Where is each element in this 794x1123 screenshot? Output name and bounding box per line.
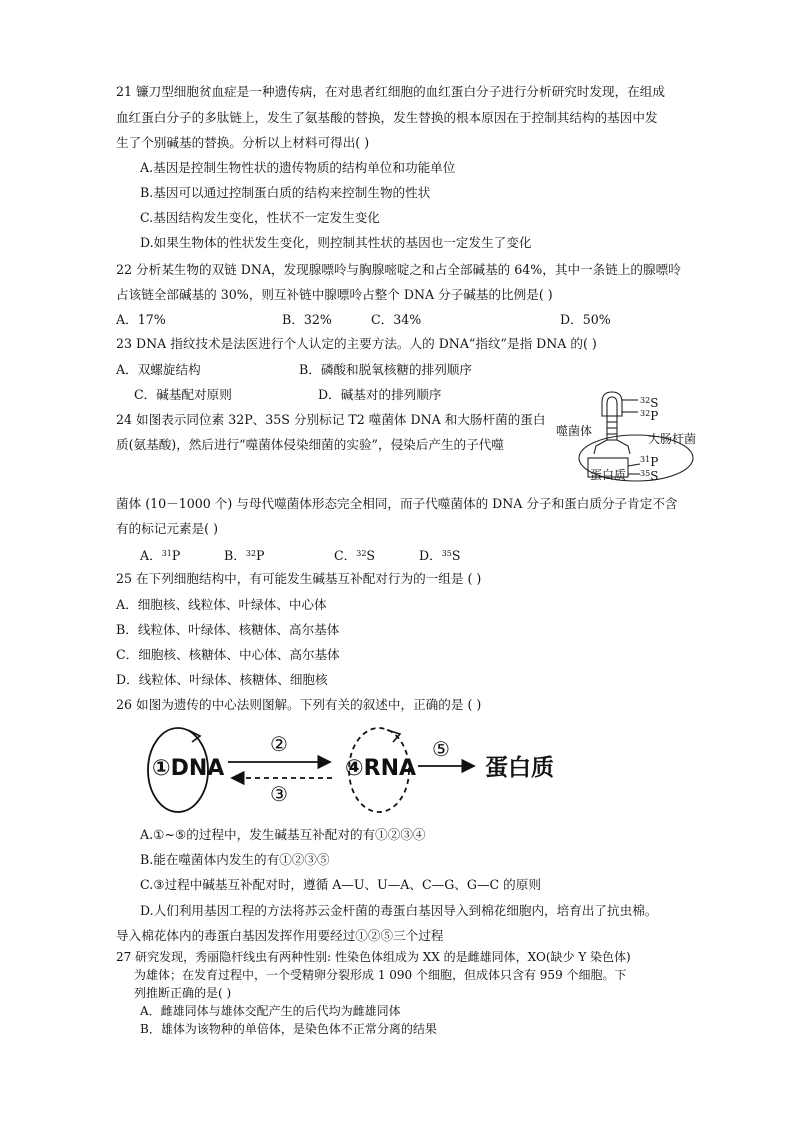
arrow-3-label: ③ xyxy=(270,782,288,806)
q21-option-d: D.如果生物体的性状发生变化，则控制其性状的基因也一定发生了变化 xyxy=(140,235,532,250)
dna-label: ①DNA xyxy=(152,756,225,781)
q24-stem-line-3: 菌体 (10－1000 个) 与母代噬菌体形态完全相同，而子代噬菌体的 DNA 分子和蛋白质分子肯定不含 xyxy=(116,496,678,511)
q26-option-a: A.①~⑤的过程中，发生碱基互补配对的有①②③④ xyxy=(140,827,426,842)
q27-stem-line-3: 列推断正确的是( ) xyxy=(134,986,232,1000)
q24-stem-line-2: 质(氨基酸)，然后进行“噬菌体侵染细菌的实验”，侵染后产生的子代噬 xyxy=(116,437,504,452)
bacterium-label: 大肠杆菌 xyxy=(648,432,697,446)
q22-stem-line-2: 占该链全部碱基的 30%，则互补链中腺嘌呤占整个 DNA 分子碱基的比例是( ) xyxy=(116,287,553,302)
q27-option-b: B．雄体为该物种的单倍体，是染色体不正常分离的结果 xyxy=(140,1022,437,1036)
q26-stem: 26 如图为遗传的中心法则图解。下列有关的叙述中，正确的是 ( ) xyxy=(116,697,482,712)
q24-stem-line-1: 24 如图表示同位素 32P、35S 分别标记 T2 噬菌体 DNA 和大肠杆菌的蛋白 xyxy=(116,412,546,427)
q27-stem-line-1: 27 研究发现，秀丽隐杆线虫有两种性别: 性染色体组成为 XX 的是雌雄同体，XO(缺少 Y 染色体) xyxy=(116,950,631,964)
protein-label: 蛋白质 xyxy=(485,755,554,781)
q25-option-b: B．线粒体、叶绿体、核糖体、高尔基体 xyxy=(116,622,340,637)
arrow-2-label: ② xyxy=(270,732,288,756)
q22-option-b: B．32% xyxy=(282,312,332,327)
isotope-32p-label: $^{32}$P xyxy=(640,409,659,423)
q23-option-c: C．碱基配对原则 xyxy=(134,387,232,402)
q22-stem-line-1: 22 分析某生物的双链 DNA，发现腺嘌呤与胸腺嘧啶之和占全部碱基的 64%，其中一条链上的腺嘌呤 xyxy=(116,262,681,277)
q24-option-c: C．$^{32}$S xyxy=(334,548,376,563)
q21-option-a: A.基因是控制生物性状的遗传物质的结构单位和功能单位 xyxy=(140,160,456,175)
q21-stem-line-1: 21 镰刀型细胞贫血症是一种遗传病，在对患者红细胞的血红蛋白分子进行分析研究时发现，在组成 xyxy=(116,84,665,99)
q24-stem-line-4: 有的标记元素是( ) xyxy=(116,521,218,536)
q26-option-b: B.能在噬菌体内发生的有①②③⑤ xyxy=(140,852,330,867)
q25-stem: 25 在下列细胞结构中，有可能发生碱基互补配对行为的一组是 ( ) xyxy=(116,571,482,586)
phage-label: 噬菌体 xyxy=(556,424,593,438)
q22-option-c: C．34% xyxy=(371,312,422,327)
protein-label: 蛋白质 xyxy=(590,468,627,482)
q21-stem-line-2: 血红蛋白分子的多肽链上，发生了氨基酸的替换，发生替换的根本原因在于控制其结构的基因中发 xyxy=(116,110,658,125)
phage-head xyxy=(602,392,622,416)
q25-option-d: D．线粒体、叶绿体、核糖体、细胞核 xyxy=(116,672,328,687)
q22-option-a: A．17% xyxy=(116,312,166,327)
q21-option-b: B.基因可以通过控制蛋白质的结构来控制生物的性状 xyxy=(140,185,431,200)
q23-option-d: D．碱基对的排列顺序 xyxy=(318,387,442,402)
isotope-32s-label: $^{32}$S xyxy=(640,396,659,410)
q25-option-a: A．细胞核、线粒体、叶绿体、中心体 xyxy=(116,597,327,612)
q22-option-d: D．50% xyxy=(560,312,611,327)
rna-label: ④RNA xyxy=(345,756,417,781)
isotope-31p-label: $^{31}$P xyxy=(640,455,659,469)
q26-option-d: D.人们利用基因工程的方法将苏云金杆菌的毒蛋白基因导入到棉花细胞内，培育出了抗虫棉。 xyxy=(140,903,658,918)
q26-option-d-continuation: 导入棉花体内的毒蛋白基因发挥作用要经过①②⑤三个过程 xyxy=(116,928,444,943)
q21-stem-line-3: 生了个别碱基的替换。分析以上材料可得出( ) xyxy=(116,135,370,150)
q26-option-c: C.③过程中碱基互补配对时，遵循 A—U、U—A、C—G、G—C 的原则 xyxy=(140,877,541,892)
q25-option-c: C．细胞核、核糖体、中心体、高尔基体 xyxy=(116,647,340,662)
q27-stem-line-2: 为雄体；在发育过程中，一个受精卵分裂形成 1 090 个细胞，但成体只含有 959 个细胞。下 xyxy=(134,968,627,982)
q27-option-a: A．雌雄同体与雄体交配产生的后代均为雌雄同体 xyxy=(140,1004,401,1018)
q23-option-a: A．双螺旋结构 xyxy=(116,362,201,377)
isotope-35s-label: $^{35}$S xyxy=(640,469,659,483)
q24-option-d: D．$^{35}$S xyxy=(419,548,461,563)
q23-option-b: B．磷酸和脱氧核糖的排列顺序 xyxy=(299,362,472,377)
q21-option-c: C.基因结构发生变化，性状不一定发生变化 xyxy=(140,210,380,225)
q23-stem: 23 DNA 指纹技术是法医进行个人认定的主要方法。人的 DNA“指纹”是指 DNA 的( ) xyxy=(116,336,597,351)
q24-option-a: A．$^{31}$P xyxy=(140,548,181,563)
arrow-5-label: ⑤ xyxy=(432,737,450,761)
q24-option-b: B．$^{32}$P xyxy=(224,548,265,563)
